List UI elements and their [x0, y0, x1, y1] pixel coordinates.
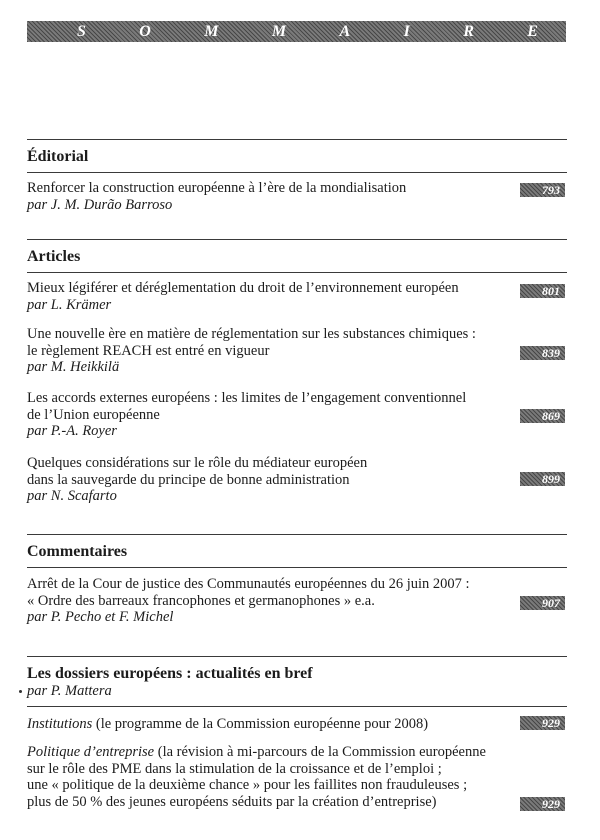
page-number-badge: 801: [520, 284, 565, 298]
entry-title-line: [27, 744, 497, 761]
entry-title-line: sur le rôle des PME dans la stimulation de la croissance et de l’emploi ;: [27, 760, 442, 777]
banner-letter: A: [339, 22, 351, 40]
banner-letter: O: [139, 22, 151, 40]
entry-lead: Institutions: [27, 716, 93, 732]
entry-title-line: dans la sauvegarde du principe de bonne administration: [27, 471, 350, 488]
page-number-badge: 793: [520, 183, 565, 197]
entry-title-line: Une nouvelle ère en matière de réglementation sur les substances chimiques :: [27, 326, 476, 342]
page-number-badge: 907: [520, 596, 565, 610]
banner-letter: E: [527, 22, 538, 40]
entry-text: (le programme de la Commission européenne pour 2008): [92, 716, 429, 732]
entry-title-line: Renforcer la construction européenne à l’ère de la mondialisation: [27, 180, 407, 196]
banner-letter: S: [77, 22, 86, 40]
toc-entry[interactable]: [27, 576, 497, 626]
page-number-badge: 899: [520, 472, 565, 486]
entry-title-line: une « politique de la deuxième chance » pour les faillites non frauduleuses ;: [27, 777, 468, 793]
entry-title-line: Quelques considérations sur le rôle du médiateur européen: [27, 455, 368, 471]
section-divider: [27, 239, 567, 240]
page-number-badge: 869: [520, 409, 565, 423]
entry-lead: Politique d’entreprise: [27, 744, 155, 760]
banner-letter: M: [271, 22, 287, 40]
page-number-badge: 839: [520, 346, 565, 360]
toc-entry[interactable]: [27, 744, 497, 810]
entry-title-line: « Ordre des barreaux francophones et germanophones » e.a.: [27, 592, 375, 609]
section-divider: [27, 139, 567, 140]
section-divider: [27, 272, 567, 273]
entry-author: par L. Krämer: [27, 296, 112, 313]
toc-entry[interactable]: [27, 455, 497, 505]
banner-letter: I: [403, 22, 410, 40]
toc-entry[interactable]: [27, 326, 497, 376]
section-divider: [27, 656, 567, 657]
section-title-editorial: Éditorial: [27, 148, 89, 165]
banner-letter: M: [204, 22, 219, 40]
page-number-badge: 929: [520, 797, 565, 811]
entry-title-line: [27, 716, 497, 733]
entry-title-line: Arrêt de la Cour de justice des Communautés européennes du 26 juin 2007 :: [27, 576, 470, 592]
section-divider: [27, 534, 567, 535]
entry-title-line: plus de 50 % des jeunes européens séduits par la création d’entreprise): [27, 793, 437, 810]
section-title-dossiers: Les dossiers européens : actualités en bref: [27, 665, 313, 682]
section-divider: [27, 706, 567, 707]
page-number-badge: 929: [520, 716, 565, 730]
entry-title-line: de l’Union européenne: [27, 406, 160, 423]
sommaire-banner: [27, 21, 566, 42]
entry-title-line: Les accords externes européens : les limites de l’engagement conventionnel: [27, 390, 467, 406]
banner-letter: R: [463, 22, 474, 40]
entry-author: par N. Scafarto: [27, 488, 117, 504]
entry-author: par M. Heikkilä: [27, 359, 120, 375]
section-author: par P. Mattera: [27, 683, 112, 699]
section-divider: [27, 567, 567, 568]
section-divider: [27, 172, 567, 173]
section-title-commentaires: Commentaires: [27, 543, 128, 560]
print-speck: [19, 690, 22, 693]
entry-author: par J. M. Durão Barroso: [27, 196, 173, 213]
entry-author: par P.-A. Royer: [27, 423, 117, 439]
entry-text: (la révision à mi-parcours de la Commission européenne: [154, 744, 486, 760]
toc-entry[interactable]: [27, 180, 497, 213]
toc-entry[interactable]: [27, 716, 497, 733]
entry-title-line: Mieux légiférer et déréglementation du droit de l’environnement européen: [27, 280, 459, 296]
section-title-articles: Articles: [27, 248, 81, 265]
entry-author: par P. Pecho et F. Michel: [27, 609, 174, 625]
toc-entry[interactable]: [27, 390, 497, 440]
entry-title-line: le règlement REACH est entré en vigueur: [27, 342, 270, 359]
toc-entry[interactable]: [27, 280, 497, 313]
